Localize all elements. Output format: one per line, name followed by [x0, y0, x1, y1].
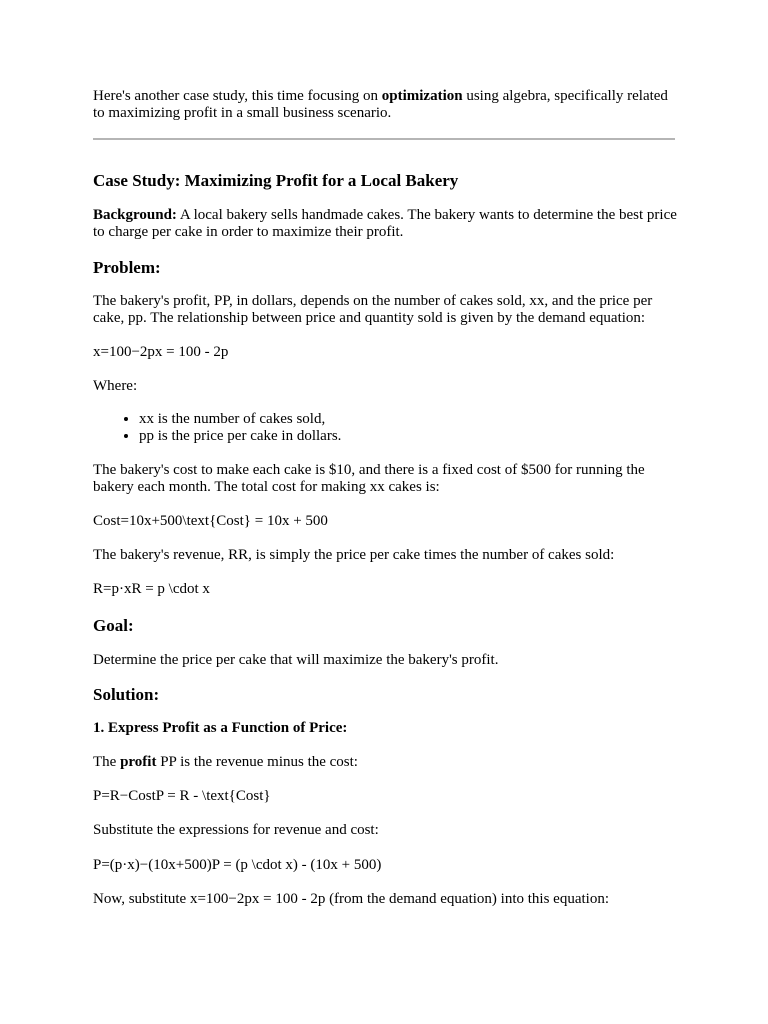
intro-text-end: using algebra, specifically related to maximizing profit in a small business scenario. — [93, 88, 668, 121]
background-paragraph — [93, 207, 683, 241]
profit-text-start: The — [93, 754, 121, 770]
revenue-paragraph: The bakery's revenue, RR, is simply the price per cake times the number of cakes sold: — [93, 547, 615, 563]
goal-text: Determine the price per cake that will maximize the bakery's profit. — [93, 652, 499, 668]
intro-text: Here's another case study, this time focusing on — [93, 88, 382, 104]
list-item: • xx is the number of cakes sold, — [139, 411, 699, 428]
profit-bold-term: profit — [120, 754, 157, 770]
profit-text-end: PP is the revenue minus the cost: — [156, 754, 358, 770]
variable-list — [93, 411, 699, 445]
goal-heading: Goal: — [93, 616, 134, 635]
revenue-equation: R=p·xR = p \cdot x — [93, 581, 210, 597]
substitute-paragraph: Substitute the expressions for revenue and cost: — [93, 822, 379, 838]
profit-definition — [93, 754, 683, 771]
problem-paragraph: The bakery's profit, PP, in dollars, depends on the number of cakes sold, xx, and the price per cake, pp. The relationship between price and quantity sold is given by the demand equation: — [93, 293, 653, 326]
cost-equation: Cost=10x+500\text{Cost} = 10x + 500 — [93, 513, 328, 529]
demand-equation: x=100−2px = 100 - 2p — [93, 344, 229, 360]
list-item: • pp is the price per cake in dollars. — [139, 428, 699, 445]
intro-bold-term: optimization — [381, 88, 463, 104]
solution-heading: Solution: — [93, 685, 160, 704]
case-study-title: Case Study: Maximizing Profit for a Local Bakery — [93, 171, 459, 190]
substituted-equation: P=(p·x)−(10x+500)P = (p \cdot x) - (10x + 500) — [93, 857, 382, 873]
cost-paragraph: The bakery's cost to make each cake is $10, and there is a fixed cost of $500 for running the bakery each month. The total cost for making xx cakes is: — [93, 462, 645, 495]
horizontal-divider — [93, 138, 675, 140]
problem-heading: Problem: — [93, 258, 161, 277]
profit-equation: P=R−CostP = R - \text{Cost} — [93, 788, 271, 804]
step-1-heading: 1. Express Profit as a Function of Price: — [93, 720, 348, 736]
intro-paragraph — [93, 88, 683, 122]
background-text: A local bakery sells handmade cakes. The bakery wants to determine the best price to charge per cake in order to maximize their profit. — [93, 207, 677, 240]
demand-substitution-paragraph: Now, substitute x=100−2px = 100 - 2p (from the demand equation) into this equation: — [93, 891, 609, 907]
where-label: Where: — [93, 378, 138, 394]
background-label: Background: — [93, 207, 177, 223]
